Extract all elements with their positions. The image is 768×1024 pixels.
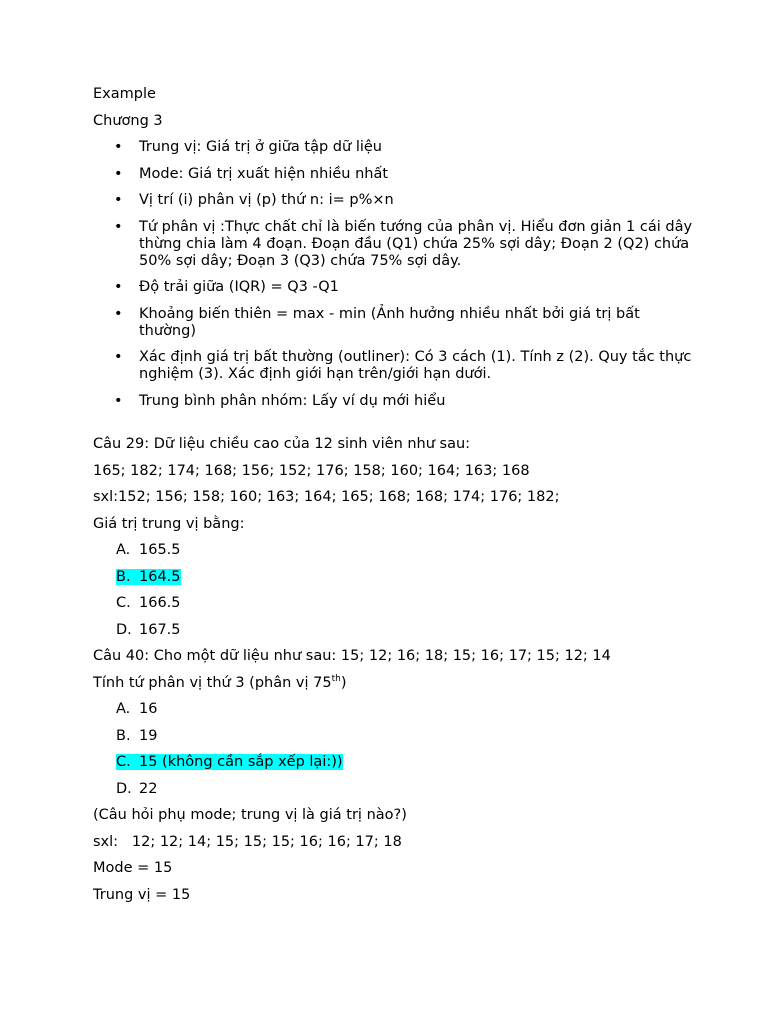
bullet-item: • Vị trí (i) phân vị (p) thứ n: i= p%×n — [114, 192, 394, 208]
followup-question: (Câu hỏi phụ mode; trung vị là giá trị nào?) — [93, 807, 407, 823]
question-29: Câu 29: Dữ liệu chiều cao của 12 sinh viên như sau: — [93, 436, 471, 452]
followup-median: Trung vị = 15 — [93, 886, 191, 903]
answer-highlight: B. 164.5 — [116, 568, 181, 585]
question-29-choices — [93, 542, 693, 639]
bullet-list — [93, 139, 693, 410]
bullet-item: • Khoảng biến thiên = max - min (Ảnh hưởng nhiều nhất bởi giá trị bất thường) — [114, 305, 640, 339]
choice-b — [93, 569, 693, 586]
followup-sorted: sxl: 12; 12; 14; 15; 15; 15; 16; 16; 17; 18 — [93, 833, 402, 850]
bullet-item: • Xác định giá trị bất thường (outliner): Có 3 cách (1). Tính z (2). Quy tắc thực nghiệm (3). Xác định giới hạn trên/giới hạn dưới. — [114, 349, 692, 382]
bullet-icon: • — [114, 279, 123, 295]
bullet-item: • Độ trải giữa (IQR) = Q3 -Q1 — [114, 279, 339, 295]
choice-c: C. 166.5 — [116, 595, 181, 611]
bullet-icon: • — [114, 392, 123, 409]
bullet-icon: • — [114, 139, 123, 155]
question-29-prompt: Giá trị trung vị bằng: — [93, 515, 245, 532]
bullet-icon: • — [114, 305, 123, 322]
choice-b: B. 19 — [116, 727, 158, 744]
question-29-data: 165; 182; 174; 168; 156; 152; 176; 158; 160; 164; 163; 168 — [93, 462, 530, 479]
bullet-item: • Mode: Giá trị xuất hiện nhiều nhất — [114, 165, 389, 182]
bullet-icon: • — [114, 192, 123, 208]
bullet-item: • Trung vị: Giá trị ở giữa tập dữ liệu — [114, 139, 382, 155]
bullet-item: • Tứ phân vị :Thực chất chỉ là biến tướng của phân vị. Hiểu đơn giản 1 cái dây thừng chia làm 4 đoạn. Đoạn đầu (Q1) chứa 25% sợi dây; Đoạn 2 (Q2) chứa 50% sợi dây; Đoạn 3 (Q3) chứa 75% sợi dây. — [114, 218, 693, 269]
choice-c — [93, 754, 693, 771]
choice-d: D. 22 — [116, 780, 158, 797]
bullet-icon: • — [114, 165, 123, 182]
heading-example: Example — [93, 86, 156, 102]
spacer — [93, 419, 693, 436]
question-40-prompt: Tính tứ phân vị thứ 3 (phân vị 75th) — [93, 673, 347, 691]
bullet-icon: • — [114, 349, 123, 365]
question-40: Câu 40: Cho một dữ liệu như sau: 15; 12; 16; 18; 15; 16; 17; 15; 12; 14 — [93, 648, 611, 664]
chapter-title: Chương 3 — [93, 112, 163, 129]
followup-mode: Mode = 15 — [93, 860, 173, 876]
choice-a: A. 16 — [116, 701, 158, 717]
bullet-item: • Trung bình phân nhóm: Lấy ví dụ mới hiểu — [114, 392, 446, 409]
choice-a: A. 165.5 — [116, 542, 181, 558]
document-page — [93, 86, 693, 913]
question-40-choices — [93, 701, 693, 798]
question-29-sorted: sxl:152; 156; 158; 160; 163; 164; 165; 168; 168; 174; 176; 182; — [93, 489, 560, 505]
bullet-icon: • — [114, 218, 123, 235]
answer-highlight: C. 15 (không cần sắp xếp lại:)) — [116, 754, 343, 770]
choice-d: D. 167.5 — [116, 621, 181, 638]
